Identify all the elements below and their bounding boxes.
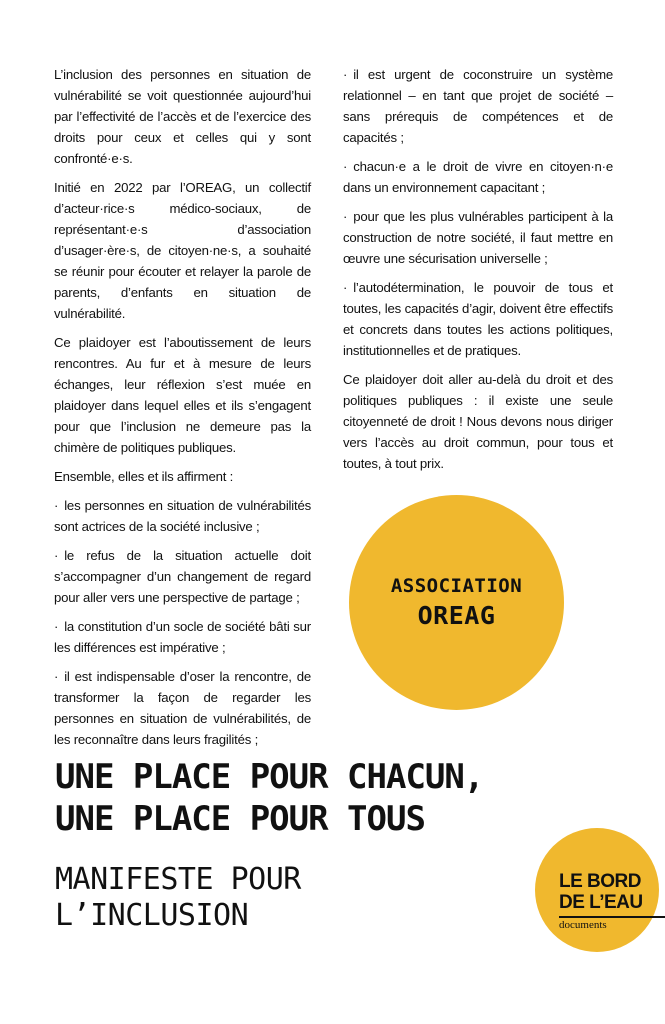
affirmations-list-right: [343, 64, 613, 361]
book-subtitle: [55, 862, 455, 934]
publisher-logo: [535, 828, 659, 952]
right-text-column: [343, 64, 613, 482]
list-item: · il est indispensable d’oser la rencontre, de transformer la façon de regarder les personnes en situation de vulnérabilités, de les reconnaître dans leurs fragilités ;: [54, 669, 311, 747]
list-item: · chacun·e a le droit de vivre en citoyen·n·e dans un environnement capacitant ;: [343, 159, 613, 195]
list-item: · l’autodétermination, le pouvoir de tous et toutes, les capacités d’agir, doivent être effectifs et concrets dans toutes les actions politiques, institutionnelles et de pratiques.: [343, 280, 613, 358]
title-line-2: UNE PLACE POUR TOUS: [55, 799, 425, 839]
author-circle: [349, 495, 564, 710]
subtitle-line-2: L’INCLUSION: [55, 898, 249, 933]
closing-paragraph: Ce plaidoyer doit aller au-delà du droit et des politiques publiques : il existe une seule citoyenneté de droit ! Nous devons nous diriger vers l’accès au droit commun, pour tous et toutes, à tout prix.: [343, 372, 613, 471]
bullet-glyph: ·: [343, 280, 348, 295]
publisher-line-2: DE L’EAU: [559, 892, 643, 913]
list-item: · le refus de la situation actuelle doit s’accompagner d’un changement de regard pour aller vers une perspective de partage ;: [54, 548, 311, 605]
affirmations-list-left: [54, 495, 311, 750]
bullet-glyph: ·: [54, 548, 59, 563]
publisher-rule: [559, 916, 665, 918]
bullet-glyph: ·: [343, 67, 348, 82]
list-item: · il est urgent de coconstruire un système relationnel – en tant que projet de société – sans prérequis de compétences et de capacités ;: [343, 67, 613, 145]
list-item: · la constitution d’un socle de société bâti sur les différences est impérative ;: [54, 619, 311, 655]
bullet-glyph: ·: [54, 619, 59, 634]
bullet-glyph: ·: [343, 209, 348, 224]
publisher-line-1: LE BORD: [559, 871, 641, 892]
book-title: [55, 756, 625, 840]
plaidoyer-paragraph: Ce plaidoyer est l’aboutissement de leurs rencontres. Au fur et à mesure de leurs échanges, leur réflexion s’est muée en plaidoyer dans lequel elles et ils s’engagent pour que l’inclusion ne demeure pas la chimère de politiques publiques.: [54, 335, 311, 455]
title-line-1: UNE PLACE POUR CHACUN,: [55, 757, 484, 797]
author-name: OREAG: [417, 601, 496, 630]
subtitle-line-1: MANIFESTE POUR: [55, 862, 301, 897]
collective-paragraph: Initié en 2022 par l’OREAG, un collectif d’acteur·rice·s médico-sociaux, de représentant·e·s d’association d’usager·ère·s, de citoyen·ne·s, a souhaité se réunir pour écouter et relayer la parole de parents, d’enfants en situation de vulnérabilité.: [54, 180, 311, 321]
affirm-paragraph: Ensemble, elles et ils affirment :: [54, 469, 234, 484]
list-item: · pour que les plus vulnérables participent à la construction de notre société, il faut mettre en œuvre une sécurisation universelle ;: [343, 209, 613, 266]
author-line-1: ASSOCIATION: [390, 575, 523, 597]
publisher-collection: documents: [559, 919, 607, 931]
bullet-glyph: ·: [54, 498, 59, 513]
intro-paragraph: L’inclusion des personnes en situation de vulnérabilité se voit questionnée aujourd’hui par l’effectivité de l’accès et de l’exercice des droits pour ceux et celles qui y sont confronté·e·s.: [54, 67, 311, 166]
bullet-glyph: ·: [343, 159, 348, 174]
list-item: · les personnes en situation de vulnérabilités sont actrices de la société inclusive ;: [54, 498, 311, 534]
bullet-glyph: ·: [54, 669, 59, 684]
left-text-column: [54, 64, 311, 758]
